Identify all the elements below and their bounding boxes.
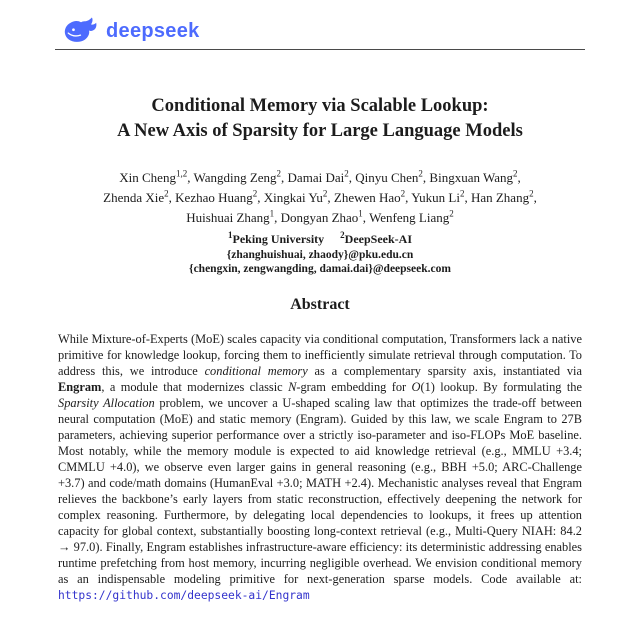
abstract-segment: as a complementary sparsity axis, instantiated via [307, 364, 582, 378]
author-name: Han Zhang [470, 190, 530, 205]
abstract-segment: problem, we uncover a U-shaped scaling law that optimizes the trade-off between neural computation (MoE) and static memory (Engram). Guided by this law, we scale Engram to 27B parameters, achieving superior performance over a strictly iso-parameter and iso-FLOPs MoE baseline. Most notably, while the memory module is expected to aid knowledge retrieval (e.g., MMLU +3.4; CMMLU +4.0), we observe even larger gains in general reasoning (e.g., BBH +5.0; ARC-Challenge +3.7) and code/math domains (HumanEval +3.0; MATH +2.4). Mechanistic analyses reveal that Engram relieves the backbone’s early layers from static reconstruction, effectively deepening the network for complex reasoning. Furthermore, by delegating local dependencies to lookups, it frees up attention capacity for global context, substantially boosting long-context retrieval (e.g., Multi-Query NIAH: 84.2 → 97.0). Finally, Engram establishes infrastructure-aware efficiency: its deterministic addressing enables runtime prefetching from host memory, incurring negligible overhead. We envision conditional memory as an indispensable modeling primitive for next-generation sparse models. Code available at: [58, 396, 582, 586]
deepseek-wordmark: deepseek [106, 20, 200, 42]
author-name: Huishuai Zhang [186, 210, 270, 225]
author-line: Xin Cheng$^{1,2}$, Wangding Zeng$^2$, Damai Dai$^2$, Qinyu Chen$^2$, Bingxuan Wang$^2$, [119, 168, 521, 185]
author-name: Zhewen Hao [333, 190, 401, 205]
affiliation: $^2$DeepSeek-AI [340, 230, 412, 246]
affiliation-sup: 2 [340, 230, 345, 240]
author-affiliation-sup: 2 [400, 188, 406, 199]
author-name: Damai Dai [287, 170, 345, 185]
author-line: Huishuai Zhang$^1$, Dongyan Zhao$^1$, Wenfeng Liang$^2$ [186, 208, 454, 225]
abstract-segment: (1) lookup. By formulating the [420, 380, 582, 394]
author-name: Qinyu Chen [355, 170, 419, 185]
author-list [55, 168, 585, 228]
author-name: Wangding Zeng [193, 170, 277, 185]
title-line-1: Conditional Memory via Scalable Lookup: [151, 96, 489, 116]
author-affiliation-sup: 2 [449, 208, 454, 219]
author-affiliation-sup: 2 [513, 168, 518, 179]
author-affiliation-sup: 2 [252, 188, 258, 199]
author-name: Kezhao Huang [175, 190, 253, 205]
title-line-2: A New Axis of Sparsity for Large Language Models [117, 121, 523, 141]
deepseek-whale-icon [63, 17, 99, 44]
affiliation: $^1$Peking University [228, 230, 325, 246]
author-affiliation-sup: 2 [322, 188, 328, 199]
header-divider [55, 49, 585, 50]
abstract-segment: , a module that modernizes classic [101, 380, 289, 394]
abstract-heading: Abstract [290, 296, 350, 313]
author-affiliation-sup: 2 [276, 168, 282, 179]
abstract-italic-term: O [411, 380, 421, 394]
author-affiliation-sup: 2 [164, 188, 169, 199]
author-name: Wenfeng Liang [369, 210, 450, 225]
abstract-bold-term: Engram [58, 380, 102, 394]
github-link[interactable]: https://github.com/deepseek-ai/Engram [58, 589, 310, 602]
author-name: Yukun Li [411, 190, 460, 205]
deepseek-logo [55, 0, 585, 47]
abstract-text [58, 331, 582, 604]
abstract-italic-term: conditional memory [204, 364, 308, 378]
abstract-italic-term: Sparsity Allocation [58, 396, 155, 410]
author-affiliation-sup: 2 [344, 168, 349, 179]
email-line: {chengxin, zengwangding, damai.dai}@deepseek.com [189, 262, 451, 275]
author-affiliation-sup: 1,2 [175, 168, 188, 179]
author-affiliation-sup: 2 [459, 188, 465, 199]
abstract-italic-term: N [288, 380, 297, 394]
author-name: Dongyan Zhao [280, 210, 359, 225]
author-affiliation-sup: 2 [418, 168, 423, 179]
author-line: Zhenda Xie$^2$, Kezhao Huang$^2$, Xingkai Yu$^2$, Zhewen Hao$^2$, Yukun Li$^2$, Han Zhang$^2$, [103, 188, 537, 205]
author-affiliation-sup: 1 [269, 208, 275, 219]
author-name: Xingkai Yu [263, 190, 323, 205]
paper-body [55, 94, 585, 604]
abstract-segment: -gram embedding for [296, 380, 412, 394]
paper-title [55, 94, 585, 144]
author-affiliation-sup: 1 [358, 208, 363, 219]
abstract-segment: While Mixture-of-Experts (MoE) scales capacity via conditional computation, Transformers lack a native primitive for knowledge lookup, forcing them to inefficiently simulate retrieval through computation. To address this, we introduce [58, 332, 582, 378]
affiliations [55, 232, 585, 247]
affiliation-sup: 1 [228, 230, 233, 240]
author-name: Xin Cheng [119, 170, 176, 185]
author-affiliation-sup: 2 [529, 188, 534, 199]
author-name: Bingxuan Wang [429, 170, 513, 185]
contact-emails [55, 249, 585, 276]
email-line: {zhanghuishuai, zhaody}@pku.edu.cn [226, 249, 414, 261]
brand-header [55, 0, 585, 50]
author-name: Zhenda Xie [103, 190, 165, 205]
